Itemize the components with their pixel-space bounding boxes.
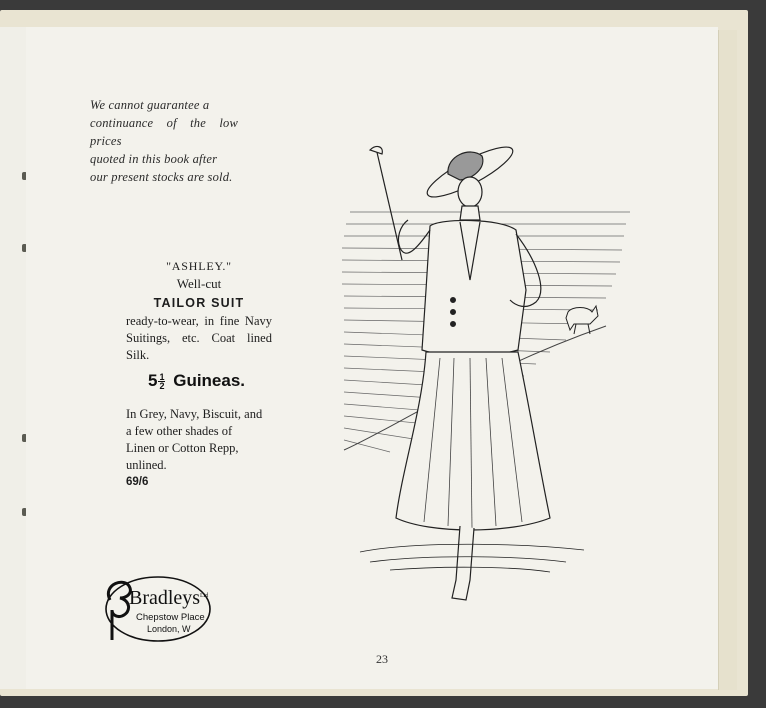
product-descriptor: Well-cut xyxy=(176,276,222,291)
product-title: TAILOR SUIT xyxy=(153,296,245,310)
product-body: ready-to-wear, in fine Navy Suitings, etc. Coat lined Silk. xyxy=(126,314,272,362)
facing-page-edge xyxy=(0,27,27,689)
alt-last-line xyxy=(126,457,272,491)
page-stack-edge xyxy=(718,30,737,690)
disclaimer-line: quoted in this book after xyxy=(90,152,218,166)
skirt xyxy=(396,352,550,530)
bradleys-logo xyxy=(96,570,216,648)
disclaimer-line: our present stocks are sold. xyxy=(90,170,233,184)
alt-line: a few other shades of xyxy=(126,424,233,438)
woman-figure xyxy=(370,139,550,600)
alternative-fabrics xyxy=(126,406,272,491)
product-name: "ASHLEY." xyxy=(166,259,232,273)
logo-suffix: Ltd xyxy=(200,593,209,599)
product-price xyxy=(148,371,245,391)
alt-line: Linen or Cotton Repp, xyxy=(126,441,239,455)
club-head xyxy=(370,147,382,154)
price-numerator: 1 xyxy=(159,372,165,383)
product-description xyxy=(126,257,272,364)
jacket xyxy=(422,220,526,356)
price-unit: Guineas. xyxy=(173,371,246,390)
logo-address-2: London, W xyxy=(147,624,191,634)
alt-line: In Grey, Navy, Biscuit, and xyxy=(126,407,263,421)
neck xyxy=(460,206,480,220)
dog-icon xyxy=(566,306,598,334)
legs xyxy=(452,526,474,600)
button-icon xyxy=(451,310,456,315)
price-denominator: 2 xyxy=(159,381,165,392)
price-disclaimer xyxy=(90,96,238,186)
alt-price: 69/6 xyxy=(126,476,149,488)
face xyxy=(458,177,482,207)
disclaimer-line: We cannot guarantee a xyxy=(90,98,210,112)
alt-last-text: unlined. xyxy=(126,458,167,472)
button-icon xyxy=(451,298,456,303)
logo-name: Bradleys xyxy=(129,587,201,609)
logo-address-1: Chepstow Place xyxy=(136,612,205,623)
disclaimer-line: continuance of the low prices xyxy=(90,116,238,148)
button-icon xyxy=(451,322,456,327)
price-fraction xyxy=(158,373,165,390)
fashion-illustration xyxy=(330,130,630,630)
price-whole: 5 xyxy=(148,371,158,390)
page-number: 23 xyxy=(376,652,388,666)
